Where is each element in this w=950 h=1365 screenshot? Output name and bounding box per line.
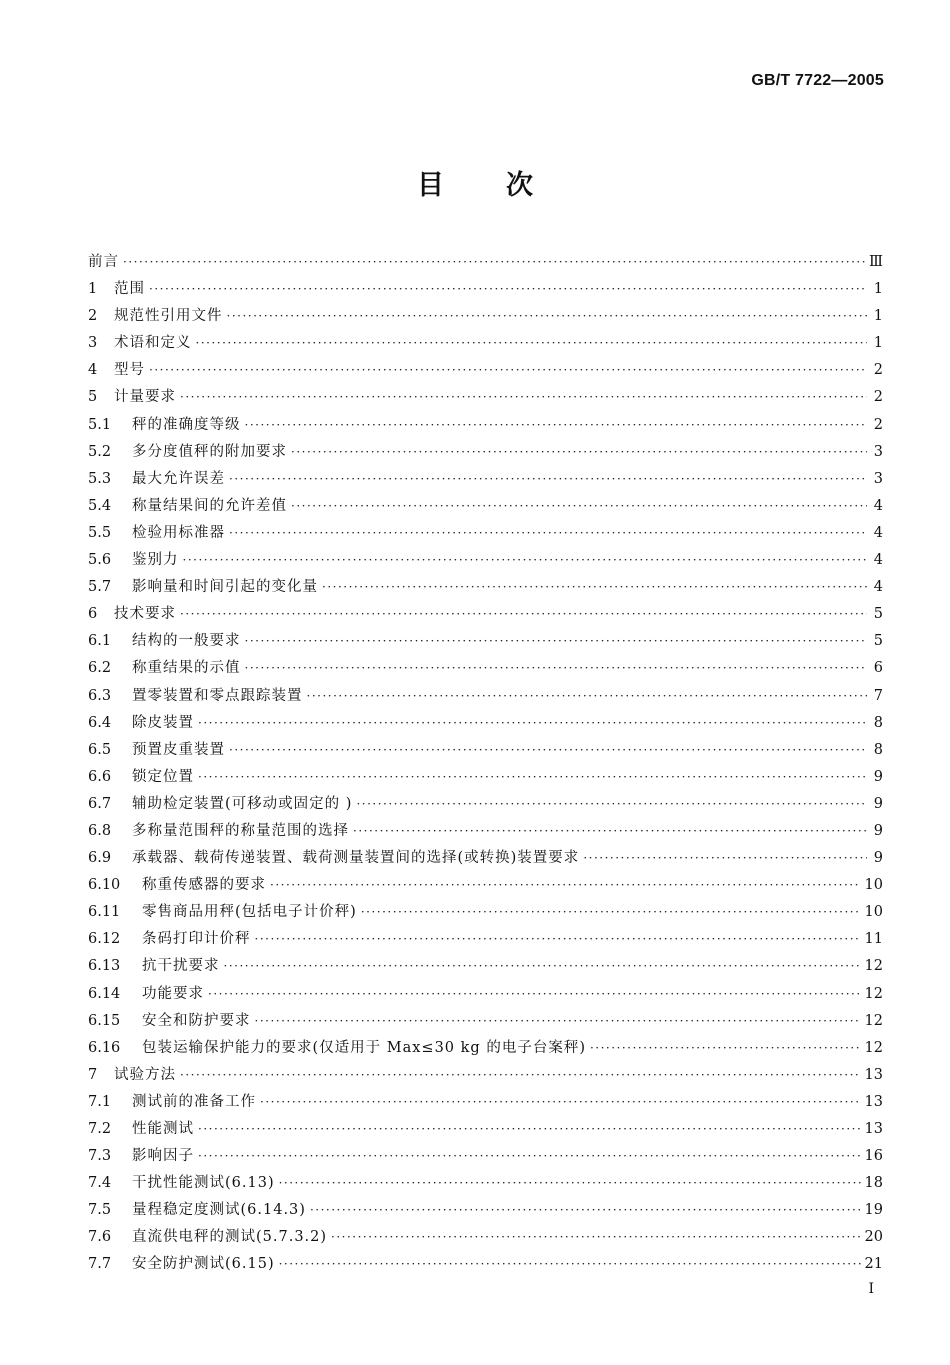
toc-entry-label: 试验方法 [114,1066,176,1083]
toc-entry-page: 2 [873,416,883,433]
dot-leader [180,1062,861,1089]
toc-entry-page: 16 [864,1148,883,1165]
toc-entry [88,737,883,764]
toc-entry [88,710,883,737]
toc-entry-page: 12 [864,985,883,1002]
toc-entry [88,899,883,926]
toc-entry-number: 6.11 [88,904,121,921]
toc-entry-label: 称量结果间的允许差值 [132,497,287,514]
toc-entry-number: 6.5 [88,741,112,758]
toc-entry-number: 6.15 [88,1012,121,1029]
dot-leader [361,899,861,926]
dot-leader [356,791,867,818]
toc-entry-label: 秤的准确度等级 [132,416,241,433]
dot-leader [149,276,867,303]
toc-entry-label: 称重传感器的要求 [142,877,266,894]
toc-entry-label: 鉴别力 [132,552,179,569]
toc-entry-label: 规范性引用文件 [114,308,223,325]
toc-entry [88,520,883,547]
toc-entry-label: 技术要求 [114,606,176,623]
toc-entry-number: 5.4 [88,497,112,514]
toc-entry-number: 6.8 [88,822,112,839]
toc-entry [88,981,883,1008]
toc-entry-label: 零售商品用秤(包括电子计价秤) [142,904,357,921]
toc-entry [88,1197,883,1224]
toc-entry-label: 预置皮重装置 [132,741,225,758]
toc-entry-page: 3 [873,470,883,487]
dot-leader [245,655,868,682]
toc-entry [88,412,883,439]
toc-entry-page: 8 [873,714,883,731]
dot-leader [307,683,868,710]
toc-entry [88,466,883,493]
toc-entry-number: 1 [88,281,98,298]
toc-entry-number: 6.6 [88,768,112,785]
toc-entry-page: 4 [873,497,883,514]
toc-entry-label: 多称量范围秤的称量范围的选择 [132,822,349,839]
dot-leader [279,1170,861,1197]
toc-entry-page: 8 [873,741,883,758]
toc-entry-number: 6.13 [88,958,121,975]
toc-entry-page: 20 [864,1229,883,1246]
dot-leader [590,1035,861,1062]
toc-entry-label: 直流供电秤的测试(5.7.3.2) [132,1229,328,1246]
dot-leader [255,926,861,953]
toc-entry [88,249,883,276]
toc-entry-label: 除皮装置 [132,714,194,731]
toc-entry-label: 型号 [114,362,145,379]
toc-entry-page: 18 [864,1175,883,1192]
dot-leader [208,981,861,1008]
toc-entry-label: 辅助检定装置(可移动或固定的 ) [132,795,353,812]
toc-entry-number: 6.1 [88,633,112,650]
toc-entry-number: 7.3 [88,1148,112,1165]
toc-entry-number: 6.2 [88,660,112,677]
toc-entry [88,1035,883,1062]
toc-entry-page: 2 [873,362,883,379]
toc-entry-label: 条码打印计价秤 [142,931,251,948]
toc-entry-page: 5 [873,606,883,623]
toc-entry-page: 5 [873,633,883,650]
toc-entry-page: 7 [873,687,883,704]
toc-entry-number: 6.4 [88,714,112,731]
toc-entry-number: 5.1 [88,416,112,433]
toc-entry [88,1143,883,1170]
toc-entry-number: 6.12 [88,931,121,948]
dot-leader [198,1143,861,1170]
toc-entry [88,791,883,818]
toc-entry [88,303,883,330]
toc-entry-label: 包装运输保护能力的要求(仅适用于 Max≤30 kg 的电子台案秤) [142,1039,586,1056]
toc-entry-page: 21 [864,1256,883,1273]
toc-entry-page: 4 [873,524,883,541]
toc-entry-number: 6.16 [88,1039,121,1056]
dot-leader [180,601,867,628]
toc-entry-label: 干扰性能测试(6.13) [132,1175,275,1192]
toc-entry-number: 6.10 [88,877,121,894]
toc-entry [88,601,883,628]
dot-leader [583,845,867,872]
toc-entry-number: 5.6 [88,552,112,569]
dot-leader [183,547,868,574]
toc-entry-page: 13 [864,1121,883,1137]
dot-leader [198,1116,861,1143]
toc-entry-label: 量程稳定度测试(6.14.3) [132,1202,306,1219]
toc-entry-page: 2 [873,389,883,406]
toc-entry [88,384,883,411]
toc-entry [88,493,883,520]
dot-leader [310,1197,861,1224]
toc-entry-page: 6 [873,660,883,677]
toc-entry-number: 6.3 [88,687,112,704]
toc-entry-number: 7.7 [88,1256,112,1273]
toc-entry-number: 7.1 [88,1093,112,1110]
toc-entry-page: 12 [864,1012,883,1029]
toc-entry-label: 置零装置和零点跟踪装置 [132,687,303,704]
toc-entry [88,872,883,899]
toc-entry-label: 多分度值秤的附加要求 [132,443,287,460]
toc-entry-page: 9 [873,768,883,785]
toc-entry-number: 7.4 [88,1175,112,1192]
dot-leader [180,384,867,411]
toc-entry [88,845,883,872]
toc-entry-label: 抗干扰要求 [142,958,220,975]
toc-entry-number: 4 [88,362,98,379]
toc-entry-page: 13 [864,1093,883,1110]
toc-entry-label: 计量要求 [114,389,176,406]
toc-entry-page: 9 [873,822,883,839]
toc-entry-page: 4 [873,579,883,596]
toc-entry [88,357,883,384]
toc-entry-page: 10 [864,904,883,921]
dot-leader [255,1008,861,1035]
dot-leader [331,1224,861,1251]
toc-entry-label: 测试前的准备工作 [132,1093,256,1110]
toc-entry [88,1251,883,1278]
toc-entry-number: 7 [88,1066,98,1083]
toc-entry [88,1224,883,1251]
toc-entry-page: 11 [864,931,883,948]
dot-leader [229,520,867,547]
toc-entry [88,764,883,791]
toc-entry [88,574,883,601]
toc-entry-page: 1 [873,308,883,325]
toc-entry-label: 性能测试 [132,1121,194,1137]
dot-leader [279,1251,861,1278]
dot-leader [229,466,867,493]
toc-entry-label: 功能要求 [142,985,204,1002]
dot-leader [196,330,868,357]
toc-entry [88,818,883,845]
toc-entry [88,953,883,980]
toc-entry [88,1116,883,1143]
dot-leader [245,628,868,655]
toc-entry [88,628,883,655]
table-of-contents [88,249,883,1279]
toc-entry-label: 最大允许误差 [132,470,225,487]
toc-entry-number: 6.9 [88,850,112,867]
dot-leader [149,357,867,384]
toc-entry-label: 安全和防护要求 [142,1012,251,1029]
toc-entry [88,1170,883,1197]
toc-entry [88,330,883,357]
toc-entry-number: 7.2 [88,1121,112,1137]
toc-entry-label: 检验用标准器 [132,524,225,541]
dot-leader [353,818,867,845]
toc-entry-label: 影响因子 [132,1148,194,1165]
standard-code: GB/T 7722—2005 [751,72,884,89]
toc-entry [88,547,883,574]
toc-entry-label: 范围 [114,281,145,298]
toc-entry-page: 9 [873,795,883,812]
toc-entry-label: 术语和定义 [114,335,192,352]
dot-leader [322,574,867,601]
toc-entry-page: 4 [873,552,883,569]
toc-entry-label: 安全防护测试(6.15) [132,1256,275,1273]
toc-entry-page: 9 [873,850,883,867]
toc-entry-number: 5.3 [88,470,112,487]
toc-entry-label: 结构的一般要求 [132,633,241,650]
page-number: I [868,1281,874,1297]
dot-leader [198,710,867,737]
toc-entry-label: 锁定位置 [132,768,194,785]
dot-leader [123,249,865,276]
toc-entry [88,439,883,466]
dot-leader [229,737,867,764]
toc-entry-page: Ⅲ [869,254,883,270]
toc-entry-label: 前言 [88,254,119,270]
toc-entry-number: 7.5 [88,1202,112,1219]
toc-entry [88,1062,883,1089]
dot-leader [227,303,868,330]
dot-leader [260,1089,861,1116]
dot-leader [245,412,868,439]
toc-entry-number: 5.5 [88,524,112,541]
toc-entry-page: 3 [873,443,883,460]
toc-entry-page: 12 [864,1039,883,1056]
dot-leader [198,764,867,791]
dot-leader [291,439,867,466]
toc-entry-number: 2 [88,308,98,325]
toc-entry-page: 12 [864,958,883,975]
toc-entry-number: 5.2 [88,443,112,460]
toc-entry-label: 承载器、载荷传递装置、载荷测量装置间的选择(或转换)装置要求 [132,850,580,867]
toc-entry-label: 称重结果的示值 [132,660,241,677]
toc-entry [88,1008,883,1035]
toc-entry-number: 6.7 [88,795,112,812]
toc-entry-page: 13 [864,1066,883,1083]
toc-entry [88,926,883,953]
toc-entry-number: 5 [88,389,98,406]
toc-entry-page: 19 [864,1202,883,1219]
toc-entry-page: 1 [873,335,883,352]
toc-entry [88,276,883,303]
toc-entry-number: 6 [88,606,98,623]
toc-entry-page: 1 [873,281,883,298]
page-title: 目次 [417,170,595,201]
toc-entry-number: 7.6 [88,1229,112,1246]
dot-leader [270,872,861,899]
toc-entry-number: 6.14 [88,985,121,1002]
toc-entry-label: 影响量和时间引起的变化量 [132,579,318,596]
toc-entry [88,1089,883,1116]
dot-leader [291,493,867,520]
dot-leader [224,953,861,980]
toc-entry [88,655,883,682]
toc-entry [88,683,883,710]
toc-entry-page: 10 [864,877,883,894]
toc-entry-number: 3 [88,335,98,352]
toc-entry-number: 5.7 [88,579,112,596]
